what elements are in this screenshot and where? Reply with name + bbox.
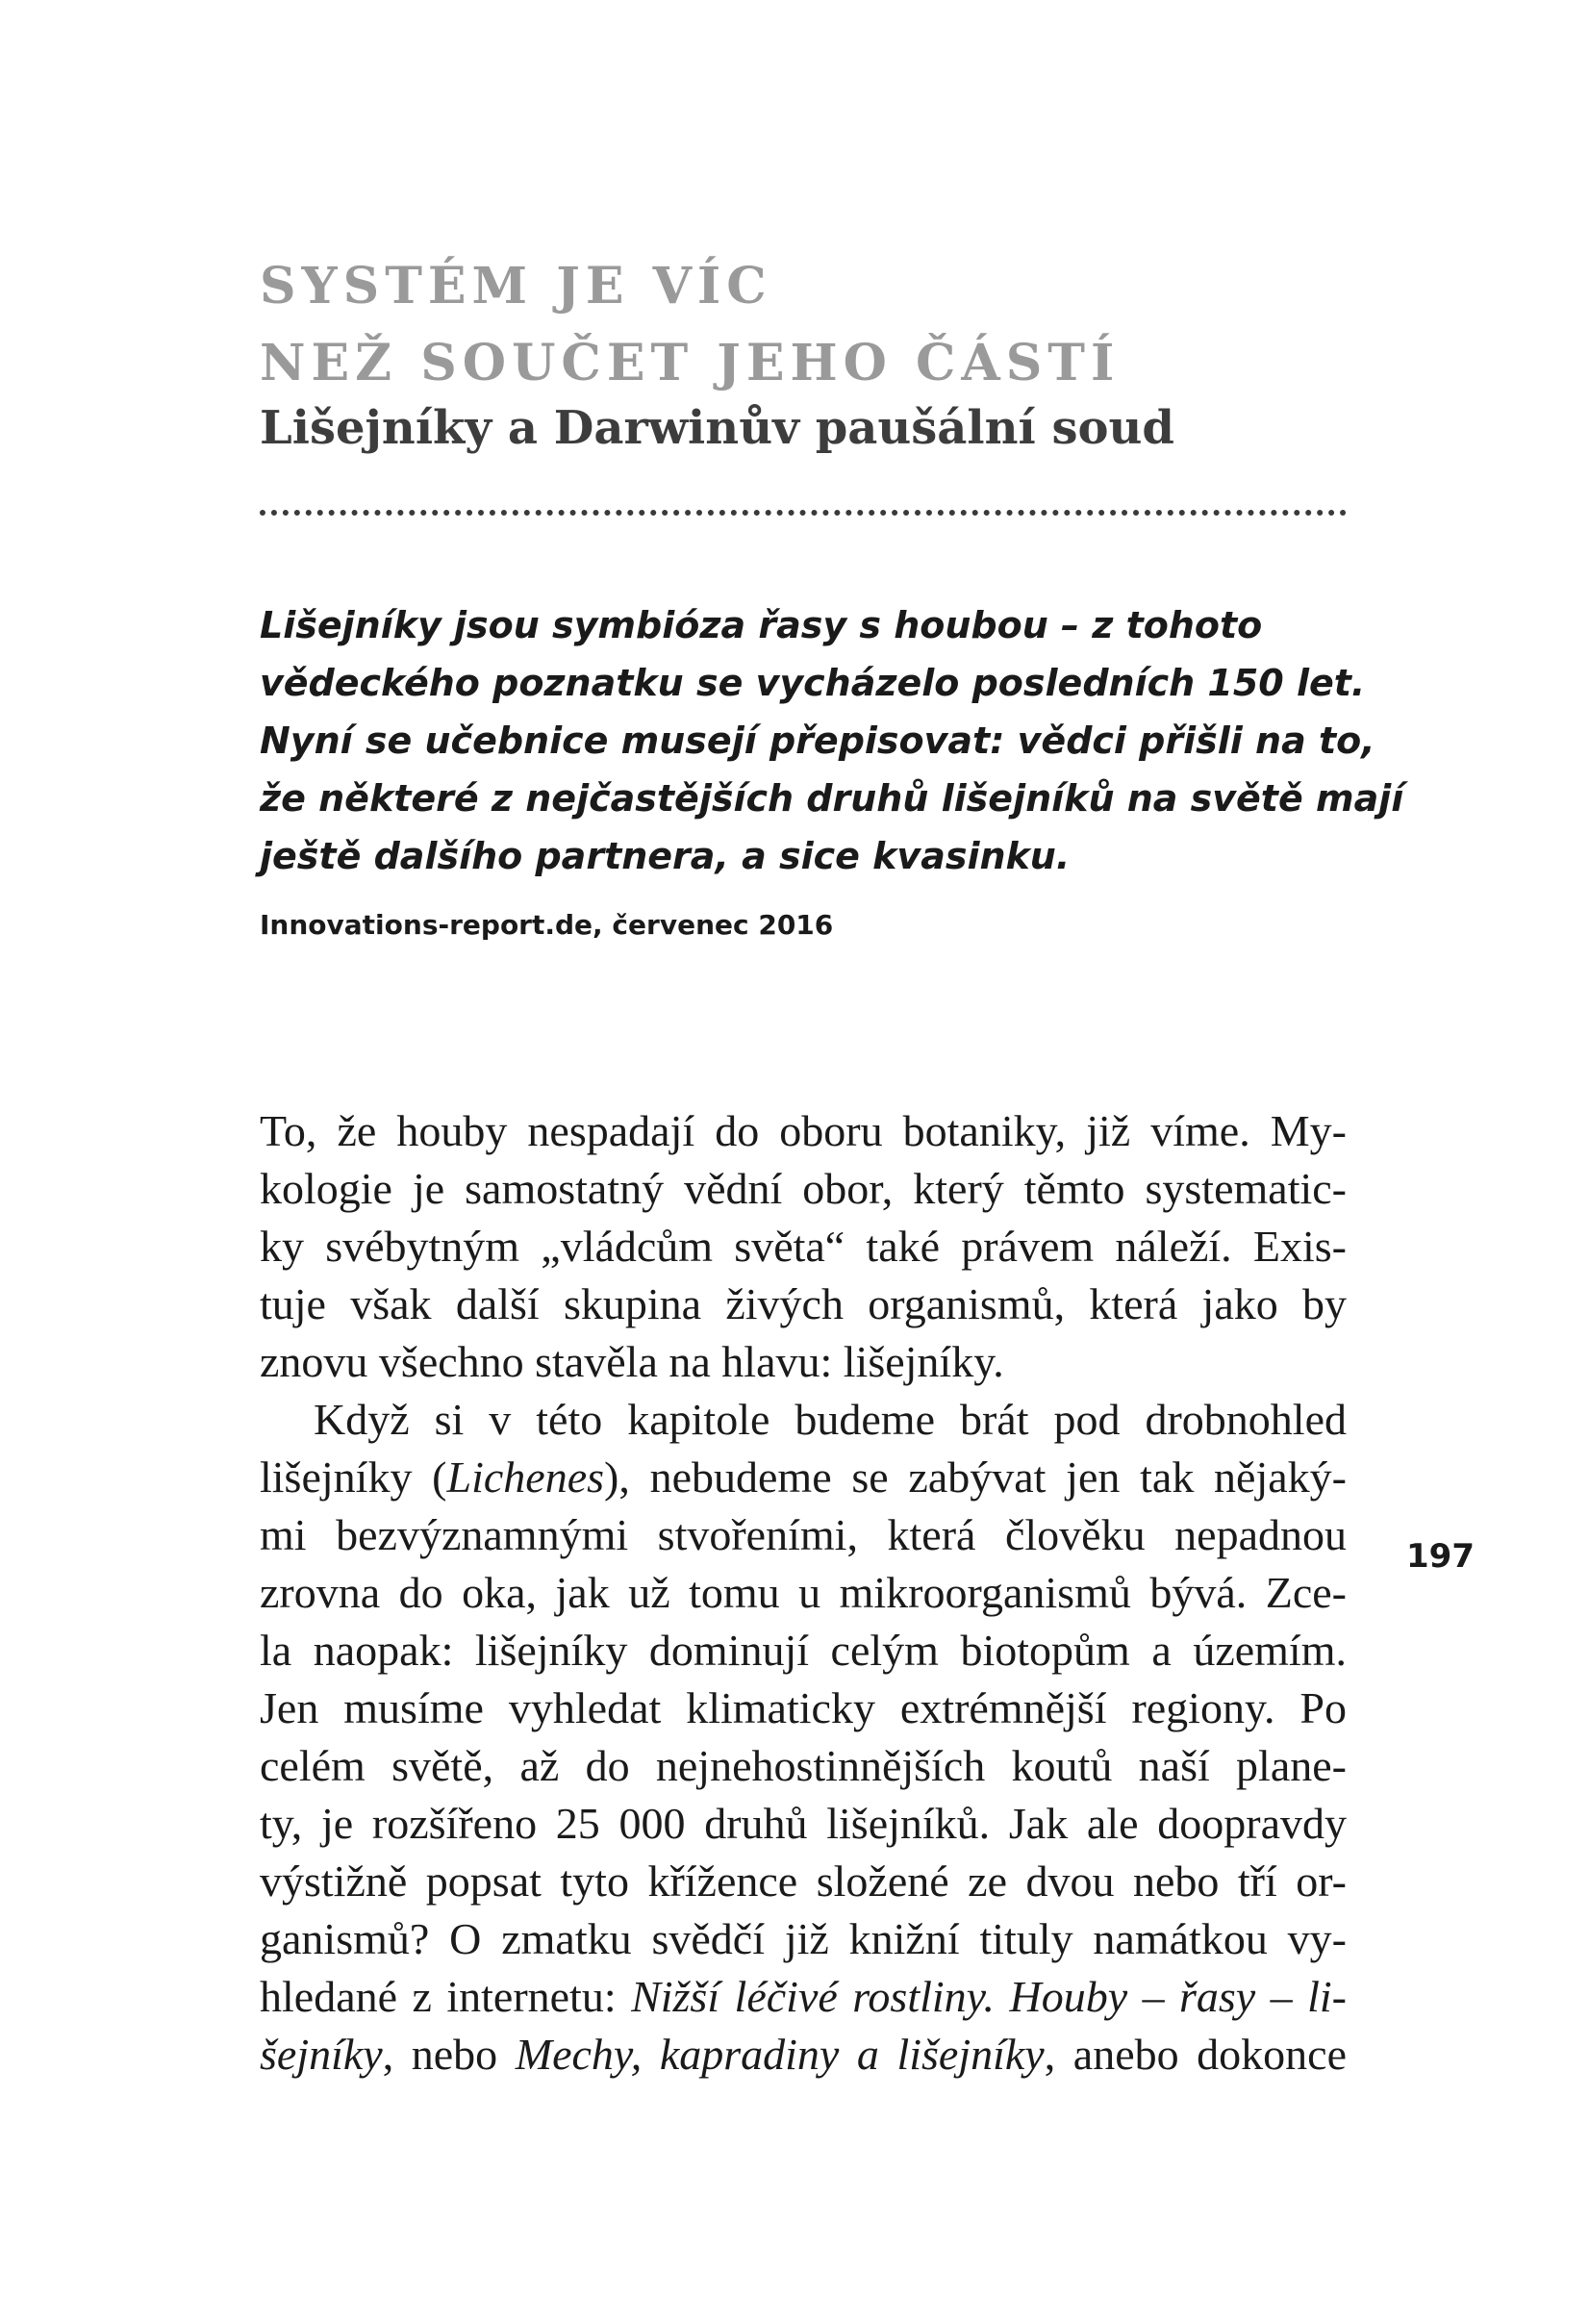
body-text-run: mi bezvýznamnými stvořeními, která člověku nepadnou: [260, 1510, 1347, 1559]
body-text-run: znovu všechno stavěla na hlavu: lišejníky.: [260, 1337, 1004, 1386]
body-italic-run: Nižší léčivé rostliny. Houby – řasy – li-: [631, 1972, 1347, 2021]
body-line: [260, 1449, 1347, 1506]
body-text-run: ky svébytným „vládcům světa“ také právem náleží. Exis-: [260, 1222, 1347, 1271]
body-text-run: , nebo: [382, 2030, 516, 2079]
body-line: [260, 1391, 1347, 1449]
body-text-run: celém světě, až do nejnehostinnějších koutů naší plane-: [260, 1741, 1347, 1790]
body-line: [260, 1737, 1347, 1795]
body-text-run: lišejníky (: [260, 1452, 447, 1502]
chapter-subtitle: Lišejníky a Darwinův paušální soud: [260, 401, 1174, 455]
body-line: [260, 1853, 1347, 1910]
body-italic-run: Mechy, kapradiny a lišejníky: [515, 2030, 1045, 2079]
body-italic-run: Lichenes: [446, 1452, 605, 1502]
body-line: [260, 1276, 1347, 1333]
body-text: [260, 1102, 1347, 2084]
body-text-run: Když si v této kapitole budeme brát pod drobnohled: [314, 1395, 1347, 1444]
body-text-run: tuje však další skupina živých organismů, která jako by: [260, 1279, 1347, 1328]
epigraph-quote: [260, 596, 1404, 885]
body-line: [260, 1102, 1347, 1160]
body-italic-run: šejníky: [260, 2030, 383, 2079]
epigraph-line: Lišejníky jsou symbióza řasy s houbou – z tohoto: [260, 604, 1263, 646]
body-line: [260, 1622, 1347, 1680]
body-line: [260, 1333, 1347, 1391]
epigraph-line: Nyní se učebnice musejí přepisovat: vědci přišli na to,: [260, 720, 1375, 762]
body-text-run: la naopak: lišejníky dominují celým biotopům a územím.: [260, 1626, 1347, 1675]
body-text-run: ), nebudeme se zabývat jen tak nějaký-: [604, 1452, 1347, 1502]
body-line: [260, 1506, 1347, 1564]
body-text-run: ganismů? O zmatku svědčí již knižní tituly namátkou vy-: [260, 1914, 1347, 1963]
chapter-title-line: NEŽ SOUČET JEHO ČÁSTÍ: [260, 334, 1121, 392]
body-line: [260, 1910, 1347, 1968]
epigraph-line: vědeckého poznatku se vycházelo posledních 150 let.: [260, 662, 1366, 704]
body-text-run: Jen musíme vyhledat klimaticky extrémnější regiony. Po: [260, 1683, 1347, 1732]
body-text-run: zrovna do oka, jak už tomu u mikroorganismů bývá. Zce-: [260, 1568, 1347, 1617]
body-text-run: výstižně popsat tyto křížence složené ze dvou nebo tří or-: [260, 1857, 1347, 1906]
body-line: [260, 1564, 1347, 1622]
body-line: [260, 1160, 1347, 1218]
epigraph-line: ještě dalšího partnera, a sice kvasinku.: [260, 835, 1071, 877]
chapter-title-line: SYSTÉM JE VÍC: [260, 257, 772, 316]
body-line: [260, 2026, 1347, 2084]
body-line: [260, 1218, 1347, 1276]
body-line: [260, 1795, 1347, 1853]
body-text-run: To, že houby nespadají do oboru botaniky, již víme. My-: [260, 1106, 1347, 1155]
dotted-divider: [260, 510, 1347, 516]
body-line: [260, 1680, 1347, 1737]
epigraph-source: Innovations-report.de, červenec 2016: [260, 909, 834, 941]
body-text-run: hledané z internetu:: [260, 1972, 632, 2021]
page-number: 197: [1406, 1537, 1475, 1576]
body-text-run: kologie je samostatný vědní obor, který těmto systematic-: [260, 1164, 1347, 1213]
body-line: [260, 1968, 1347, 2026]
body-text-run: ty, je rozšířeno 25 000 druhů lišejníků. Jak ale doopravdy: [260, 1799, 1347, 1848]
chapter-title: [260, 248, 1375, 402]
epigraph-line: že některé z nejčastějších druhů lišejníků na světě mají: [260, 777, 1404, 820]
body-text-run: , anebo dokonce: [1044, 2030, 1348, 2079]
